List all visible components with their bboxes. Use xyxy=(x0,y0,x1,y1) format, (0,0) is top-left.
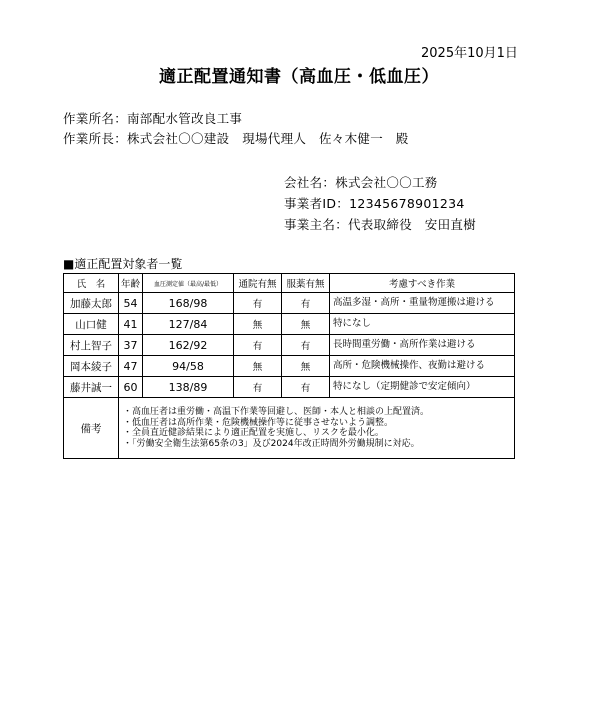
document-title: 適正配置通知書（高血圧・低血圧） xyxy=(159,67,439,87)
table-row xyxy=(64,293,515,314)
cell-name: 山口健 xyxy=(64,314,119,335)
header-blood-pressure: 血圧測定値（最高/最低） xyxy=(143,274,234,293)
remarks-list xyxy=(119,407,514,449)
cell-medication: 無 xyxy=(282,356,330,377)
cell-name: 藤井誠一 xyxy=(64,377,119,398)
document-date: 2025年10月1日 xyxy=(421,46,518,61)
table-row xyxy=(64,314,515,335)
site-chief: 作業所長：株式会社〇〇建設 現場代理人 佐々木健一 殿 xyxy=(63,131,409,146)
cell-hospital: 有 xyxy=(234,293,282,314)
table-row xyxy=(64,377,515,398)
owner-name: 事業主名：代表取締役 安田直樹 xyxy=(284,217,477,232)
cell-note: 高所・危険機械操作、夜勤は避ける xyxy=(330,356,515,377)
site-name: 作業所名：南部配水管改良工事 xyxy=(63,111,243,126)
header-name: 氏 名 xyxy=(64,274,119,293)
cell-note: 特になし（定期健診で安定傾向） xyxy=(330,377,515,398)
cell-hospital: 無 xyxy=(234,314,282,335)
cell-medication: 有 xyxy=(282,293,330,314)
company-name: 会社名：株式会社〇〇工務 xyxy=(284,175,438,190)
cell-age: 54 xyxy=(119,293,143,314)
cell-name: 村上智子 xyxy=(64,335,119,356)
remarks-item: ・高血圧者は重労働・高温下作業等回避し、医師・本人と相談の上配置済。 xyxy=(123,407,430,417)
cell-blood-pressure: 127/84 xyxy=(143,314,234,335)
cell-blood-pressure: 162/92 xyxy=(143,335,234,356)
cell-blood-pressure: 94/58 xyxy=(143,356,234,377)
cell-age: 60 xyxy=(119,377,143,398)
cell-note: 高温多湿・高所・重量物運搬は避ける xyxy=(330,293,515,314)
cell-note: 特になし xyxy=(330,314,515,335)
cell-hospital: 有 xyxy=(234,335,282,356)
office-id: 事業者ID：12345678901234 xyxy=(284,196,465,211)
header-age: 年齢 xyxy=(119,274,143,293)
cell-age: 47 xyxy=(119,356,143,377)
table-row xyxy=(64,356,515,377)
remarks-item: ・低血圧者は高所作業・危険機械操作等に従事させないよう調整。 xyxy=(123,417,394,428)
cell-hospital: 有 xyxy=(234,377,282,398)
header-hospital: 通院有無 xyxy=(234,274,282,293)
remarks-row xyxy=(64,398,515,459)
cell-hospital: 無 xyxy=(234,356,282,377)
cell-blood-pressure: 138/89 xyxy=(143,377,234,398)
remarks-item: ・「労働安全衛生法第65条の3」及び2024年改正時間外労働規制に対応。 xyxy=(123,438,420,449)
remarks-cell xyxy=(119,398,515,459)
cell-medication: 有 xyxy=(282,377,330,398)
cell-age: 41 xyxy=(119,314,143,335)
table-row xyxy=(64,335,515,356)
table-header-row xyxy=(64,274,515,293)
cell-name: 岡本綾子 xyxy=(64,356,119,377)
cell-medication: 無 xyxy=(282,314,330,335)
section-title: ■適正配置対象者一覧 xyxy=(63,257,183,271)
cell-medication: 有 xyxy=(282,335,330,356)
remarks-label: 備考 xyxy=(64,398,119,459)
remarks-item: ・全員直近健診結果により適正配置を実施し、リスクを最小化。 xyxy=(123,428,384,438)
cell-note: 長時間重労働・高所作業は避ける xyxy=(330,335,515,356)
header-medication: 服薬有無 xyxy=(282,274,330,293)
placement-table xyxy=(63,273,515,459)
header-note: 考慮すべき作業 xyxy=(330,274,515,293)
cell-name: 加藤太郎 xyxy=(64,293,119,314)
cell-blood-pressure: 168/98 xyxy=(143,293,234,314)
cell-age: 37 xyxy=(119,335,143,356)
